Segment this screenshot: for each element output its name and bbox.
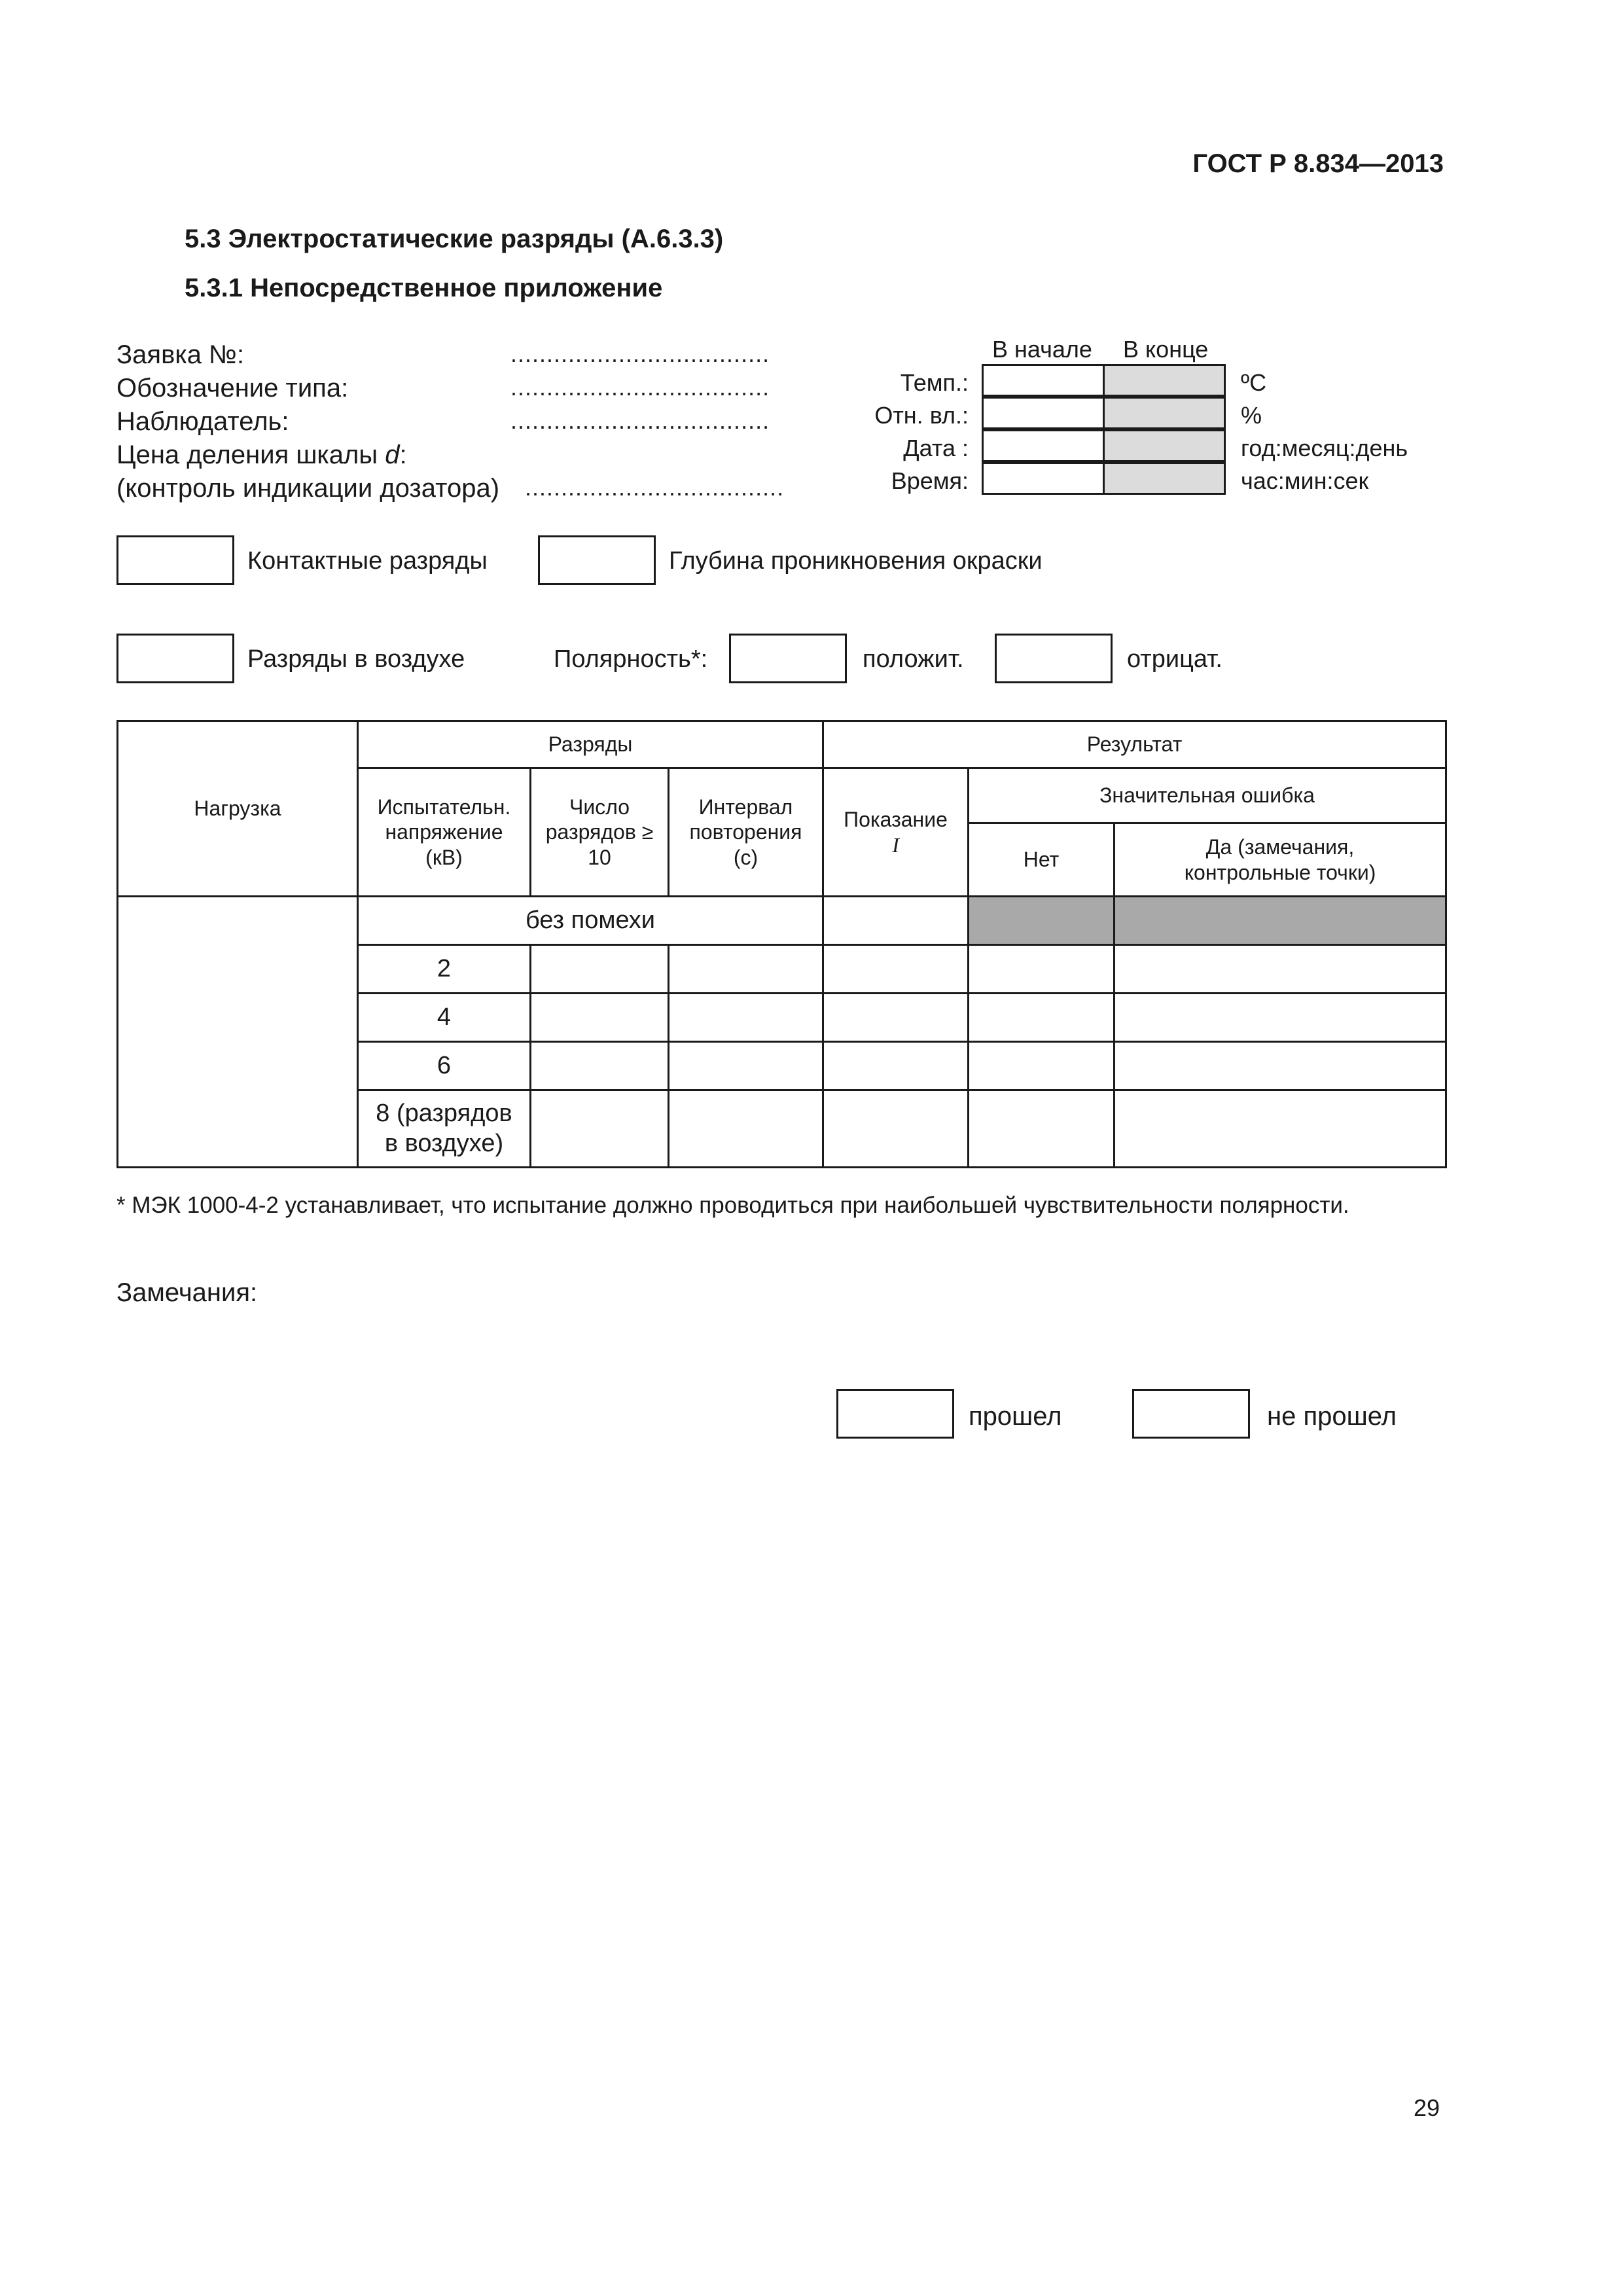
count-cell[interactable]	[531, 945, 669, 994]
failed-checkbox[interactable]	[1132, 1389, 1250, 1439]
section-title: 5.3 Электростатические разряды (А.6.3.3)	[185, 224, 724, 253]
polarity-positive-label: положит.	[863, 645, 964, 673]
page-number: 29	[1414, 2094, 1440, 2121]
discharge-results-table	[116, 720, 1447, 1168]
env-col-start: В начале	[992, 336, 1092, 363]
interval-cell[interactable]	[669, 1042, 823, 1090]
footnote: * МЭК 1000-4-2 устанавливает, что испытание должно проводиться при наибольшей чувствительности полярности.	[116, 1193, 1349, 1218]
field-label-observer: Наблюдатель:	[116, 407, 289, 436]
contact-discharge-checkbox[interactable]	[116, 535, 234, 585]
reading-symbol: I	[892, 833, 899, 857]
col-no-header: Нет	[969, 823, 1115, 897]
env-label-date: Дата :	[903, 435, 969, 461]
passed-label: прошел	[969, 1402, 1062, 1431]
count-cell[interactable]	[531, 1090, 669, 1168]
contact-discharge-label: Контактные разряды	[247, 547, 488, 575]
voltage-cell: 4	[358, 994, 531, 1042]
passed-checkbox[interactable]	[836, 1389, 954, 1439]
section-subtitle: 5.3.1 Непосредственное приложение	[185, 274, 663, 302]
no-cell-shaded	[969, 897, 1115, 945]
no-cell[interactable]	[969, 1090, 1115, 1168]
env-label-time: Время:	[891, 467, 969, 494]
env-unit-time: час:мин:сек	[1241, 467, 1369, 494]
remarks-label: Замечания:	[116, 1278, 258, 1307]
reading-cell[interactable]	[823, 897, 969, 945]
field-label-dispenser-control: (контроль индикации дозатора)	[116, 474, 500, 503]
env-time-end-box[interactable]	[1103, 462, 1226, 495]
polarity-negative-label: отрицат.	[1127, 645, 1222, 673]
yes-cell[interactable]	[1115, 994, 1446, 1042]
paint-depth-checkbox[interactable]	[538, 535, 656, 585]
reading-label: Показание	[844, 808, 948, 832]
field-label-application: Заявка №:	[116, 340, 245, 369]
col-significant-error-header: Значительная ошибка	[969, 768, 1446, 823]
reading-cell[interactable]	[823, 1090, 969, 1168]
air-discharge-checkbox[interactable]	[116, 634, 234, 683]
env-time-start-box[interactable]	[982, 462, 1105, 495]
env-unit-temp: ºС	[1241, 369, 1267, 396]
voltage-cell: 6	[358, 1042, 531, 1090]
env-unit-date: год:месяц:день	[1241, 435, 1408, 461]
col-reading-header	[823, 768, 969, 897]
env-unit-humidity: %	[1241, 402, 1262, 429]
interval-cell[interactable]	[669, 994, 823, 1042]
air-discharge-label: Разряды в воздухе	[247, 645, 465, 673]
reading-cell[interactable]	[823, 945, 969, 994]
yes-cell[interactable]	[1115, 1042, 1446, 1090]
yes-cell-shaded	[1115, 897, 1446, 945]
scale-division-text: Цена деления шкалы d:	[116, 440, 407, 469]
env-date-start-box[interactable]	[982, 429, 1105, 462]
load-cell[interactable]	[118, 897, 358, 1168]
reading-cell[interactable]	[823, 1042, 969, 1090]
no-cell[interactable]	[969, 994, 1115, 1042]
count-cell[interactable]	[531, 1042, 669, 1090]
env-humidity-end-box[interactable]	[1103, 397, 1226, 429]
voltage-cell: 8 (разрядов в воздухе)	[358, 1090, 531, 1168]
field-dots-observer[interactable]: ....................................	[510, 407, 770, 434]
field-label-scale-division	[116, 440, 407, 470]
polarity-negative-checkbox[interactable]	[995, 634, 1113, 683]
no-cell[interactable]	[969, 945, 1115, 994]
row-label-no-interference: без помехи	[358, 897, 823, 945]
col-discharges-header: Разряды	[358, 721, 823, 768]
failed-label: не прошел	[1267, 1402, 1397, 1431]
env-col-end: В конце	[1123, 336, 1209, 363]
field-dots-type[interactable]: ....................................	[510, 374, 770, 401]
reading-cell[interactable]	[823, 994, 969, 1042]
interval-cell[interactable]	[669, 945, 823, 994]
voltage-cell: 2	[358, 945, 531, 994]
table-header-row-1	[118, 721, 1446, 768]
col-count-header: Число разрядов ≥ 10	[531, 768, 669, 897]
standard-code: ГОСТ Р 8.834—2013	[1192, 149, 1444, 178]
env-date-end-box[interactable]	[1103, 429, 1226, 462]
paint-depth-label: Глубина проникновения окраски	[669, 547, 1043, 575]
col-voltage-header: Испытательн. напряжение (кВ)	[358, 768, 531, 897]
col-result-header: Результат	[823, 721, 1446, 768]
table-row	[118, 897, 1446, 945]
interval-cell[interactable]	[669, 1090, 823, 1168]
col-interval-header: Интервал повторения (с)	[669, 768, 823, 897]
field-label-type: Обозначение типа:	[116, 374, 349, 403]
col-load-header: Нагрузка	[118, 721, 358, 897]
env-humidity-start-box[interactable]	[982, 397, 1105, 429]
polarity-positive-checkbox[interactable]	[729, 634, 847, 683]
yes-cell[interactable]	[1115, 1090, 1446, 1168]
no-cell[interactable]	[969, 1042, 1115, 1090]
count-cell[interactable]	[531, 994, 669, 1042]
col-yes-header: Да (замечания, контрольные точки)	[1115, 823, 1446, 897]
env-temp-start-box[interactable]	[982, 364, 1105, 397]
env-temp-end-box[interactable]	[1103, 364, 1226, 397]
polarity-label: Полярность*:	[554, 645, 708, 673]
env-label-humidity: Отн. вл.:	[874, 402, 969, 429]
yes-cell[interactable]	[1115, 945, 1446, 994]
field-dots-dispenser-control[interactable]: ....................................	[525, 474, 785, 501]
env-label-temp: Темп.:	[900, 369, 969, 396]
field-dots-application[interactable]: ....................................	[510, 340, 770, 367]
